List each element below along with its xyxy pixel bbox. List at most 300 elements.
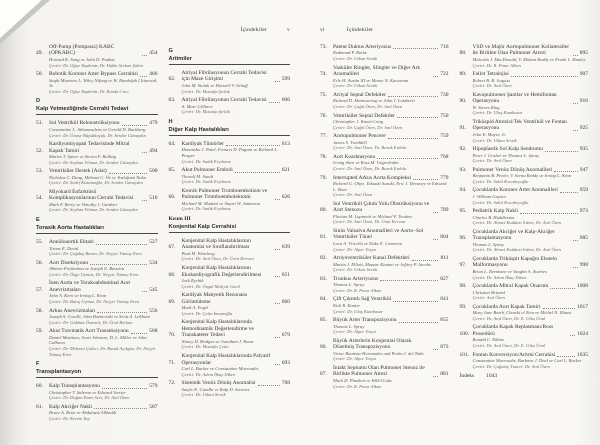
dot-leader [388, 96, 438, 97]
dot-leader [393, 301, 438, 302]
chapter-number: 80. [320, 207, 327, 214]
chapter-translators: Çeviri: Dr. Ünase Büyükkoçak, Dr. Serdar Günaydın [49, 132, 146, 138]
chapter-title: Atriyal Septal Defektler [333, 91, 386, 98]
chapter-translators: Çeviri: Dr. Utkan Sevük [472, 137, 517, 143]
dot-leader [109, 173, 148, 174]
toc-columns [320, 44, 588, 392]
chapter-authors: Martin T. Spoor ve Steven F. Bolling [49, 154, 116, 160]
index-line [460, 373, 589, 379]
chapter-page-number: 579 [149, 383, 158, 390]
chapter-page-number: 626 [281, 194, 290, 201]
chapter-translators: Çeviri: Anıl Özen [472, 295, 505, 301]
chapter-title: Konjenital Kalp Hastalıklarında Palyatif Operasyonlar [181, 353, 271, 366]
chapter-authors: John E. Mayer, Jr. [472, 131, 506, 137]
chapter-page-number: 947 [579, 166, 588, 173]
chapter-translators: Çeviri: Dr. Anıl Özen, Dr. E. Utku Ünal [472, 315, 546, 321]
toc-entry-line [36, 189, 158, 202]
chapter-authors: Martin J. Elliott, Mazyar Kanani ve Jeffrey P. Jacobs [333, 261, 431, 267]
chapter-number: 62. [168, 76, 176, 83]
dot-leader [388, 138, 439, 139]
chapter-number: 84. [320, 296, 327, 303]
chapter-translators: Çeviri: Dr. Oğuz Taşdemir, Dr. Hakkı Serkan Şahin [49, 62, 143, 68]
toc-entry [460, 119, 589, 143]
chapter-title: Aort Koarktasyonu [333, 153, 376, 160]
dot-leader [543, 308, 575, 309]
chapter-number: 93. [459, 166, 467, 173]
section-heading [36, 361, 158, 378]
chapter-title: Büyük Arter Transpozisyonu [333, 317, 397, 324]
toc-entry [36, 383, 158, 401]
chapter-number: 101. [459, 351, 470, 358]
toc-entry [169, 141, 291, 164]
chapter-authors: Jack Rychik [181, 278, 204, 284]
chapter-translators: Çeviri: Dr. Seyhan Yılmaz, Dr. Serdar Günaydın [49, 207, 138, 213]
toc-entry [320, 175, 449, 198]
toc-entry-line [169, 319, 291, 338]
toc-entry-line [460, 229, 589, 242]
chapter-authors: Flavian M. Lupinetti ve Michael F. Teodori [333, 213, 413, 219]
toc-entry [36, 168, 158, 186]
dot-leader [275, 337, 280, 338]
chapter-page-number: 881 [440, 371, 449, 378]
chapter-page-number: 716 [440, 44, 449, 50]
chapter-title: Aortopulmoner Pencere [333, 133, 386, 140]
chapter-title: Akut Travmatik Aort Transeksiyonu [49, 328, 129, 335]
chapter-translators: Çeviri: Dr. Sabit Kocabeyoğlu [472, 178, 529, 184]
dot-leader [275, 249, 280, 250]
chapter-page-number: 708 [281, 380, 290, 387]
chapter-title: Hipoplastik Sol Kalp Sendromu [472, 146, 543, 153]
chapter-page-number: 454 [149, 50, 158, 57]
chapter-number: 61. [36, 403, 43, 410]
toc-entry [36, 280, 158, 304]
section-title: Kalp Yetmezliğinde Cerrahi Tedavi [36, 106, 158, 115]
chapter-translators: Çeviri: Dr. Kerem Yay [49, 415, 90, 421]
index-page-number: 1043 [486, 373, 498, 380]
chapter-authors: James S. Tweddell [333, 139, 367, 145]
chapter-page-number: 693 [281, 359, 290, 366]
chapter-page-number: 679 [281, 332, 290, 339]
chapter-number: 69. [168, 298, 176, 305]
chapter-title: Çocuklarda Triküspit Kapağın Ebstein Malformasyonu [472, 255, 557, 269]
chapter-translators: Çeviri: Dr. Özge Uymaz, Dr. Neyyir Tümay Eren [49, 271, 139, 277]
section-title: Konjenital Kalp Cerrahisi [169, 224, 291, 233]
chapter-title: Fallot Tetralojisi [472, 71, 509, 78]
chapter-page-number: 568 [149, 328, 158, 335]
chapter-page-number: 527 [149, 239, 158, 246]
toc-column [460, 44, 589, 392]
chapter-page-number: 1035 [577, 351, 588, 358]
index-label: İndeks [459, 373, 475, 380]
chapter-number: 54. [36, 195, 43, 202]
dot-leader [573, 267, 578, 268]
toc-entry [169, 97, 291, 115]
chapter-page-number: 1008 [577, 283, 588, 290]
chapter-title: Triküspid Atrezisi/Tek Ventrikül ve Fontan Operasyonu [472, 118, 567, 132]
chapter-authors: Erle H. Austin III ve Minoo N. Kavarana [333, 77, 409, 83]
chapter-title: Kardiyak Tümörler [181, 140, 225, 147]
chapter-page-number: 479 [149, 120, 158, 127]
dot-leader [275, 364, 280, 365]
chapter-page-number: 587 [149, 403, 158, 410]
dot-leader [433, 212, 438, 213]
toc-entry [460, 167, 589, 185]
toc-entry [36, 404, 158, 422]
chapter-title: Aort Diseksiyonu [49, 259, 88, 266]
page-folio: v [287, 27, 290, 33]
toc-entry [169, 353, 291, 377]
chapter-page-number: 959 [579, 187, 588, 194]
chapter-authors: Mary Jane Barth, Chawki el Zein ve Michel N. Ilbawi [472, 310, 572, 316]
chapter-authors: Thomas L. Spray [333, 323, 365, 329]
chapter-authors: Richard G. Ohye, Takaaki Suzuki, Eric J. Devaney ve Edward L. Bove [333, 181, 447, 192]
chapter-page-number: 510 [149, 195, 158, 202]
chapter-authors: Richard D. Mainwaring ve John J. Lamberti [333, 98, 415, 104]
chapter-page-number: 973 [579, 208, 588, 215]
chapter-title: İntakt Septumu Olan Pulmoner Stenoz ile Birlikte Pulmoner Atrezi [333, 364, 425, 378]
chapter-page-number: 534 [149, 259, 158, 266]
chapter-authors: Bruce A. Reitz ve Abdulaziz Alkhaldi [49, 410, 117, 416]
chapter-authors: Mark F. Berry ve Timothy J. Gardner [49, 201, 118, 207]
chapter-title: Pulmoner Venöz Dönüş Anomalileri [472, 166, 553, 173]
chapter-title: Çocuklarda Aort Kapak Tamiri [472, 303, 541, 310]
chapter-title: Arkus Anevrizmaları [49, 307, 96, 314]
dot-leader [573, 103, 578, 104]
toc-entry-line [169, 353, 291, 366]
chapter-authors: Nancy D. Bridges ve Jonathan J. Rome [181, 338, 254, 344]
chapter-authors: Sanjiv K. Gandhi ve Ralp D. Siewers [181, 386, 250, 392]
chapter-title: Çocuklarda Koroner Arter Anomalileri [472, 187, 558, 194]
toc-entry-line [36, 141, 158, 154]
chapter-translators: Çeviri: Dr. R. Pınar Alkan [472, 62, 521, 68]
chapter-title: Konjenital Kalp Hastalıklarında Hemodinamik Değerlendirme ve Transkateter Tedavi [181, 319, 254, 339]
chapter-title: Atriyal Fibrilasyonun Cerrahi Tedavisi [181, 97, 267, 104]
dot-leader [275, 199, 280, 200]
chapter-translators: Çeviri: Dr. Mehmet Çakıcı, Dr. Burak Açıkgöz, Dr. Neyyir Tümay Eren [49, 345, 156, 357]
dot-leader [433, 376, 438, 377]
chapter-number: 92. [459, 146, 467, 153]
chapter-page-number: 895 [579, 50, 588, 57]
toc-entry-line [169, 188, 291, 201]
chapter-translators: Çeviri: Dr. Özgül Malçok Gürel [181, 283, 241, 289]
chapter-title: Kavopulmoner Şantlar ve Hemifontan Operasyonu [472, 91, 557, 105]
chapter-number: 87. [320, 371, 327, 378]
toc-entry-line [460, 44, 589, 57]
chapter-translators: Çeviri: Dr. Çetin İmamoğlu [181, 310, 233, 316]
chapter-number: 71. [168, 359, 176, 366]
toc-entry-line [460, 92, 589, 105]
chapter-page-number: 935 [579, 146, 588, 153]
chapter-page-number: 500 [149, 168, 158, 175]
chapter-authors: Himanshu J. Patel, Francis D. Pagani ve Richard L. Prager [181, 147, 279, 158]
chapter-number: 85. [320, 317, 327, 324]
dot-leader [573, 55, 578, 56]
dot-leader [90, 264, 147, 265]
chapter-title: Annüloaortik Ektazi [49, 239, 94, 246]
chapter-title: Atriyal Fibrilasyonun Cerrahi Tedavisi için Maze Girişimi [181, 70, 267, 83]
dot-leader [258, 385, 280, 386]
chapter-number: 86. [320, 344, 327, 351]
chapter-authors: Constantine L. Athanasuleas ve Gerald D. Buckberg [49, 126, 146, 132]
chapter-authors: Redmond P. Burke [333, 50, 367, 56]
toc-entry-line [36, 44, 158, 57]
chapter-number: 83. [320, 275, 327, 282]
running-head-title: İçindekiler [240, 27, 267, 33]
chapter-translators: Çeviri: Dr. Sabit Kocabeyoğlu [472, 199, 529, 205]
dot-leader [235, 172, 280, 173]
toc-entry-line [320, 228, 449, 241]
chapter-title: Robotik Koroner Arter Bypass Cerrahisi [49, 71, 138, 78]
chapter-number: 99. [459, 303, 467, 310]
toc-entry [169, 70, 291, 94]
chapter-translators: Çeviri: Dr. Anıl Özen [472, 158, 512, 164]
chapter-translators: Çeviri: Dr. Çağıl Özen, Dr. Anıl Özen [333, 124, 403, 130]
chapter-page-number: 660 [281, 298, 290, 305]
chapter-title: Ventriküler Destek (Asist) [49, 168, 107, 175]
chapter-page-number: 1017 [577, 303, 588, 310]
chapter-title: Vasküler Ringler, Slingler ve Diğer Ark Anomalileri [333, 64, 421, 78]
chapter-number: 95. [459, 208, 467, 215]
chapter-title: Patent Duktus Arteriyozus [333, 44, 392, 50]
chapter-title: Kalp Transplantasyonu [49, 383, 100, 390]
chapter-number: 67. [168, 244, 176, 251]
chapter-authors: Joseph S. Coselli, John Bozinovski ve Scott A. LeMaire [49, 314, 151, 320]
dot-leader [433, 349, 438, 350]
section-letter: E [36, 217, 40, 224]
toc-entry [169, 380, 291, 398]
toc-entry [36, 328, 158, 357]
chapter-title: Çocuklarda Kapak Replasmanı/Ross Prosedürü [472, 324, 554, 337]
toc-entry [169, 167, 291, 185]
chapter-authors: A. Marc Gillinov [181, 103, 213, 109]
chapter-authors: Luca A. Vricella ve Duke E. Cameron [333, 240, 403, 246]
chapter-translators: Çeviri: Dr. R. Pınar Alkan [333, 287, 382, 293]
section-title: Aritmiler [169, 56, 291, 65]
toc-entry [320, 44, 449, 62]
chapter-authors: Ronald C. Elkins [472, 337, 504, 343]
chapter-title: Konjenital Kalp Hastalıklarının Anatomisi ve Sınıflandırılması [181, 237, 251, 251]
section-heading [169, 119, 291, 136]
chapter-page-number: 827 [440, 275, 449, 282]
toc-entry-line [320, 65, 449, 78]
chapter-authors: Howard K. Song ve John D. Puskas [49, 56, 115, 62]
chapter-translators: Çeviri: Dr. Sedef Küsümoğlu, Dr. Serdar Günaydın [49, 180, 143, 186]
chapter-page-number: 494 [149, 147, 158, 154]
dot-leader [511, 76, 578, 77]
chapter-title: Off-Pump (Pompasız) KABC (OPKABC) [49, 44, 115, 57]
chapter-page-number: 811 [440, 255, 449, 262]
chapter-authors: Mark A. Fogel [181, 305, 209, 311]
chapter-number: 59. [36, 328, 43, 335]
chapter-number: 78. [320, 153, 327, 160]
toc-entry [320, 296, 449, 314]
chapter-page-number: 925 [579, 125, 588, 132]
chapter-number: 98. [459, 283, 467, 290]
chapter-page-number: 907 [579, 71, 588, 78]
chapter-title: Miyokard Enfarktüsü Komplikasyonlarının Cerrahi Tedavisi [49, 188, 134, 202]
toc-column [36, 44, 158, 424]
chapter-authors: Constantine Mavroudis, Barbara J. Deal ve Carl L. Backer [472, 358, 582, 364]
chapter-number: 96. [459, 235, 467, 242]
toc-entry [460, 324, 589, 348]
chapter-title: Fontan Konversiyon/Aritmi Cerrahisi [472, 351, 556, 358]
chapter-translators: Çeviri: Dr. Utkan Sevük [333, 267, 378, 273]
chapter-authors: Malcolm J. MacDonald, V. Mohan Reddy ve Frank L. Hanley [472, 56, 586, 62]
chapter-authors: Mark D. Plunkett ve Hillel Laks [333, 377, 392, 383]
chapter-title: İnen Aorta ve Torakoabdominal Aort Anevrizmaları [49, 280, 131, 293]
chapter-title: Çift Çıkımlı Sağ Ventrikül [333, 296, 392, 303]
running-head-left [36, 27, 290, 33]
dot-leader [397, 117, 438, 118]
toc-entry [36, 239, 158, 257]
toc-entry [320, 276, 449, 294]
dot-leader [557, 356, 575, 357]
toc-entry [169, 265, 291, 289]
toc-entry [320, 133, 449, 151]
chapter-title: Sistemik Venöz Dönüş Anomalisi [181, 380, 256, 387]
section-title: Diğer Kalp Hastalıkları [169, 127, 291, 136]
chapter-number: 79. [320, 174, 327, 181]
chapter-translators: Çeviri: Dr. Utkan Sevük [181, 392, 226, 398]
chapter-translators: Çeviri: Dr. Gökhan Östemir, Dr. Öcal Berkan [49, 319, 133, 325]
section-letter: G [168, 48, 173, 54]
chapter-page-number: 779 [440, 174, 449, 181]
chapter-translators: Çeviri: Dr. Oğuz Taşdemir, Dr. Renda Cırcı [49, 88, 129, 94]
chapter-page-number: 873 [440, 344, 449, 351]
chapter-authors: Michael M. Madani ve Stuart W. Jamieson [181, 200, 260, 206]
chapter-translators: Çeviri: Dr. Ahmet Kuddusi İrdem, Dr. Anıl Özen [472, 247, 561, 253]
chapter-page-number: 606 [281, 97, 290, 104]
section-heading [36, 217, 158, 234]
chapter-authors: Irving Shen ve Ross M. Ungerleider [333, 160, 400, 166]
dot-leader [142, 55, 147, 56]
toc-entry [460, 256, 589, 280]
section-title: Transplantasyon [36, 369, 158, 378]
dot-leader [560, 192, 578, 193]
chapter-authors: Alberto Pochettino ve Joseph E. Bavaria [49, 266, 125, 272]
chapter-title: Interrupted Arkus Aorta Kompleksi [333, 174, 412, 181]
chapter-number: 97. [459, 262, 467, 269]
dot-leader [573, 130, 578, 131]
toc-entry [36, 308, 158, 326]
section-heading [36, 98, 158, 115]
chapter-authors: Brian L. Reemtsen ve Vaughn A. Starnes [472, 268, 547, 274]
dot-leader [545, 151, 578, 152]
chapter-authors: Kirk R. Kanter [333, 302, 361, 308]
toc-entry-line [169, 70, 291, 83]
dot-leader [142, 200, 147, 201]
section-letter: H [168, 118, 173, 125]
chapter-page-number: 639 [281, 244, 290, 251]
toc-entry [460, 187, 589, 205]
chapter-number: 91. [459, 125, 467, 132]
chapter-page-number: 599 [281, 76, 290, 83]
chapter-authors: Tirone E. David [49, 245, 79, 251]
chapter-page-number: 730 [440, 91, 449, 98]
section-letter: F [36, 361, 40, 368]
chapter-number: 50. [36, 71, 43, 78]
toc-entry [320, 92, 449, 110]
page-right [300, 0, 600, 445]
toc-entry [169, 319, 291, 350]
dot-leader [122, 125, 148, 126]
chapter-translators: Çeviri: Dr. Doğan Emre Sert, Dr. Anıl Özen [49, 395, 130, 401]
chapter-authors: Paul M. Weinberg [181, 250, 215, 256]
toc-entry [460, 92, 589, 116]
chapter-translators: Çeviri: Dr. R. Pınar Alkan [333, 383, 382, 389]
dot-leader [269, 102, 280, 103]
section-heading [169, 48, 291, 65]
chapter-number: 77. [320, 133, 327, 140]
dot-leader [102, 388, 147, 389]
toc-entry-line [169, 238, 291, 251]
chapter-translators: Çeviri: Dr. Anıl Özen, Dr. Burak Erdolu [333, 145, 407, 151]
chapter-title: Atriyoventriküler Kanal Defektleri [333, 255, 410, 262]
dot-leader [275, 81, 280, 82]
toc-column [320, 44, 449, 392]
chapter-number: 75. [320, 91, 327, 98]
toc-entry [460, 304, 589, 322]
chapter-title: Sol Ventrikül Çıkım Yolu Obstrüksiyonu ve Aort Stenozu [333, 200, 430, 214]
chapter-number: 73. [320, 44, 327, 50]
chapter-translators: Çeviri: Dr. Sadık Eryılmaz [181, 206, 231, 212]
chapter-translators: Çeviri: Dr. Utkan Sevük [333, 83, 378, 89]
chapter-number: 63. [168, 97, 176, 104]
chapter-title: Çocuklarda Akciğer ve Kalp-Akciğer Transplantasyonu [472, 228, 555, 242]
toc-entry [460, 44, 589, 68]
chapter-number: 64. [168, 140, 176, 147]
chapter-title: VSD ve Majör Aortopulmoner Kollateraller ile Birlikte Olan Pulmoner Atrezi [472, 44, 570, 57]
toc-entry-line [320, 338, 449, 351]
chapter-title: Büyük Arterlerin Konjenital Olarak Düzelmiş Transpozisyonu [333, 337, 412, 351]
chapter-authors: Charles B. Huddleston [472, 214, 515, 220]
dot-leader [275, 303, 280, 304]
chapter-translators: Çeviri: Dr. Çağatay Tuncel, Dr. Anıl Özen [472, 363, 550, 369]
dot-leader [226, 145, 280, 146]
dot-leader [131, 333, 148, 334]
chapter-authors: Thomas L. Spray [472, 241, 504, 247]
toc-entry [36, 141, 158, 165]
chapter-authors: J. William Gaynor [472, 193, 507, 199]
chapter-page-number: 466 [149, 71, 158, 78]
dot-leader [393, 48, 438, 49]
chapter-translators: Çeviri: Dr. Ulaş Kumbasar [333, 308, 384, 314]
chapter-page-number: 722 [440, 71, 449, 78]
dot-leader [142, 152, 147, 153]
chapter-page-number: 759 [440, 133, 449, 140]
toc-entry [460, 352, 589, 370]
chapter-translators: Çeviri: Dr. Utkan Sevük [333, 56, 378, 62]
part-heading [169, 216, 291, 233]
chapter-translators: Çeviri: Dr. Alper Tosya [333, 329, 376, 335]
running-head-right [320, 27, 588, 33]
dot-leader [433, 76, 438, 77]
dot-leader [140, 76, 147, 77]
toc-entry [36, 71, 158, 94]
chapter-title: Akut Pulmoner Emboli [181, 167, 233, 174]
chapter-number: 76. [320, 112, 327, 119]
dot-leader [573, 240, 578, 241]
chapter-translators: Çeviri: Dr. Çağıl Özen, Dr. Anıl Özen [333, 103, 403, 109]
chapter-translators: Çeviri: Dr. Anıl Özen [333, 192, 373, 198]
chapter-number: 52. [36, 147, 43, 154]
page-curl-icon [0, 0, 45, 41]
chapter-translators: Çeviri: Dr. Ahmet Kuddusi İrdem, Dr. Anıl Özen [472, 220, 561, 226]
toc-entry-line [320, 201, 449, 214]
toc-entry-line [36, 280, 158, 293]
chapter-title: Kardiyak Manyetik Rezonans Görüntüleme [181, 292, 248, 305]
chapter-title: Sol Ventrikül Rekonstrüksiyonu [49, 120, 120, 127]
